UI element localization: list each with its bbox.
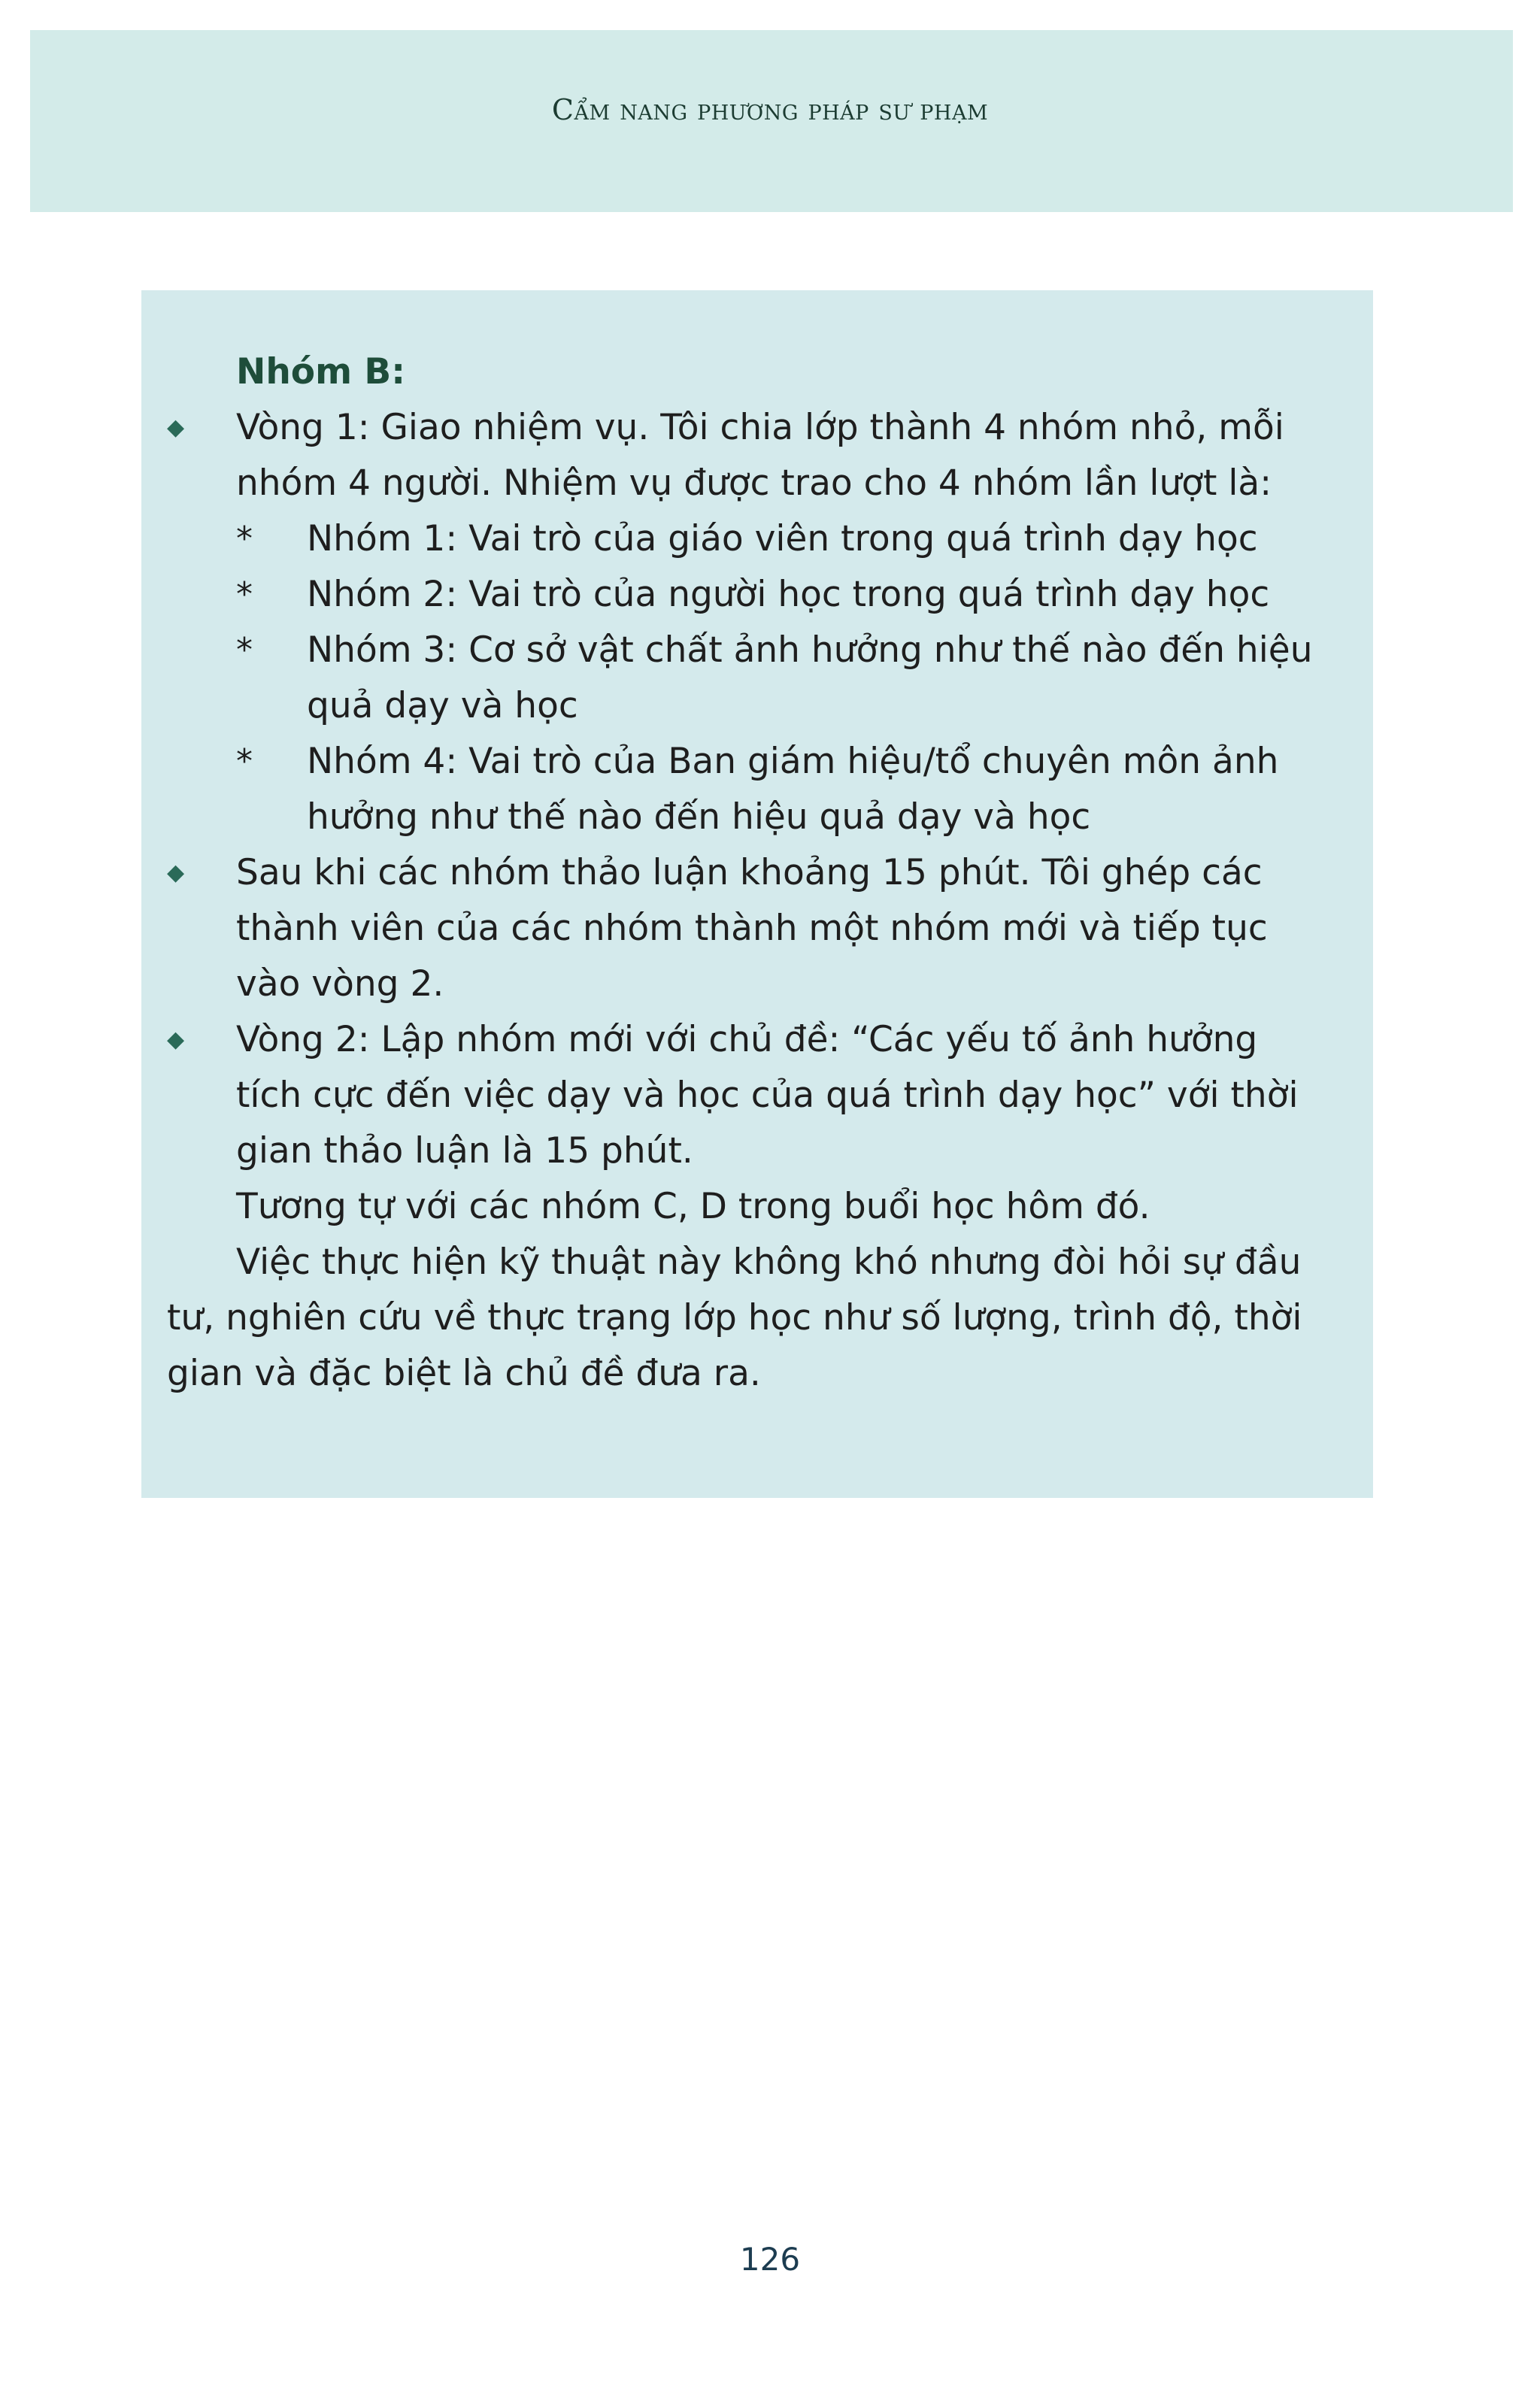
- bullet-1-line: nhóm 4 người. Nhiệm vụ được trao cho 4 nhóm lần lượt là:: [236, 462, 1272, 504]
- bullet-3-line: gian thảo luận là 15 phút.: [236, 1130, 693, 1172]
- asterisk-marker: *: [236, 742, 253, 781]
- note-line: Tương tự với các nhóm C, D trong buổi học hôm đó.: [236, 1186, 1150, 1227]
- page-number: 126: [739, 2241, 801, 2278]
- asterisk-marker: *: [236, 631, 253, 669]
- asterisk-marker: *: [236, 520, 253, 558]
- bullet-3-line: tích cực đến việc dạy và học của quá trình dạy học” với thời: [236, 1075, 1299, 1116]
- sub-item-line: Nhóm 1: Vai trò của giáo viên trong quá trình dạy học: [307, 518, 1258, 559]
- bullet-1-line: Vòng 1: Giao nhiệm vụ. Tôi chia lớp thành 4 nhóm nhỏ, mỗi: [236, 407, 1284, 448]
- sub-item-line: quả dạy và học: [307, 685, 578, 726]
- section-heading: Nhóm B:: [236, 351, 406, 393]
- bullet-icon: [167, 1012, 183, 1029]
- sub-item-line: hưởng như thế nào đến hiệu quả dạy và học: [307, 796, 1091, 838]
- closing-line: Việc thực hiện kỹ thuật này không khó nhưng đòi hỏi sự đầu: [236, 1241, 1302, 1283]
- sub-item-line: Nhóm 4: Vai trò của Ban giám hiệu/tổ chuyên môn ảnh: [307, 741, 1279, 782]
- sub-item-line: Nhóm 3: Cơ sở vật chất ảnh hưởng như thế nào đến hiệu: [307, 629, 1313, 671]
- closing-line: gian và đặc biệt là chủ đề đưa ra.: [167, 1353, 761, 1394]
- sub-item-line: Nhóm 2: Vai trò của người học trong quá trình dạy học: [307, 574, 1270, 615]
- bullet-3-line: Vòng 2: Lập nhóm mới với chủ đề: “Các yếu tố ảnh hưởng: [236, 1019, 1258, 1060]
- bullet-2-line: Sau khi các nhóm thảo luận khoảng 15 phút. Tôi ghép các: [236, 852, 1263, 893]
- running-head: Cẩm nang phương pháp sư phạm: [551, 93, 989, 126]
- bullet-icon: [167, 400, 183, 417]
- bullet-icon: [167, 845, 183, 862]
- bullet-2-line: thành viên của các nhóm thành một nhóm mới và tiếp tục: [236, 908, 1268, 949]
- asterisk-marker: *: [236, 575, 253, 614]
- closing-line: tư, nghiên cứu về thực trạng lớp học như số lượng, trình độ, thời: [167, 1297, 1302, 1338]
- bullet-2-line: vào vòng 2.: [236, 963, 444, 1005]
